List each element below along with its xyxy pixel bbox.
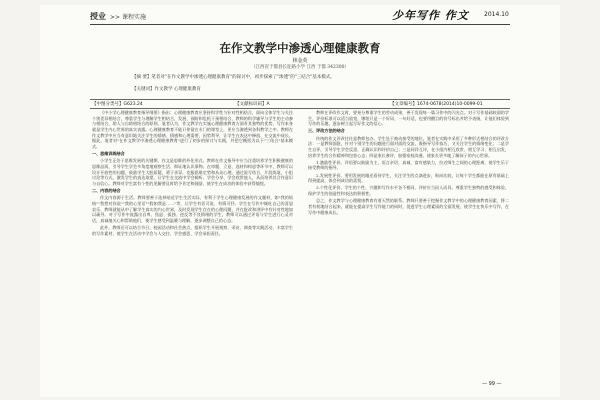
body-paragraph: 1.激励性评价。评语要以鼓励为主，语言亲切、真诚，富有感染力，拉近师生之间的心理距离，使学生乐于接受教师的指导。 [308, 159, 509, 171]
section-label: 授业 [90, 12, 106, 21]
classification-bar [90, 99, 510, 109]
body-paragraph: 3.个性化评价。学生的个性、兴趣和写作水平各不相同，评价应当因人而异，尊重学生独特的感受和体验，保护学生的创造性和表达的积极性。 [308, 185, 509, 197]
body-paragraph: 此外，教师还可以结合节日、校园活动和社会热点，组织学生开展观察、采访、调查等实践活动，丰富学生的写作素材，使学生在活动中学会与人交往、学会感恩、学会承担责任。 [92, 224, 293, 236]
body-paragraph: 《中小学心理健康教育指导纲要》指出：心理健康教育应坚持科学性与针对性相结合，面向全体学生与关注个别差异相结合，尊重学生与理解学生相结合，发展、预防和危机干预相结合，教师的科学辅导与学生的主动参与相结合，助人与自助相结合的原则。笔者认为，作文教学在实施心理健康教育方面有其独特的优势，写作本身就是学生内心世界的真实表露。心理健康教育不能只停留在专门的课堂上，更应当渗透到各科教学之中。教师在作文教学中应当有意识地关注学生的情绪、情感和心理需要，因势利导，让学生在表达中释放、在交流中成长。据此，笔者对"在作文教学中渗透心理健康教育"进行了初步的探讨与实践，并把它概括为以下"三结合"基本模式。 [92, 110, 293, 149]
body-left-column [92, 110, 293, 238]
section-heading: 二、内容的结合 [92, 188, 121, 194]
subsection-label: >> 课程实施 [110, 14, 146, 21]
section-header [90, 11, 146, 22]
doc-code: 【文献标识码】A [235, 102, 270, 107]
keywords: 【关键词】作文教学 心理健康教育 [132, 87, 201, 92]
article-title: 在作文教学中渗透心理健康教育 [219, 41, 381, 55]
section-heading: 三、评改方法的结合 [308, 128, 345, 134]
page-number: — 99 — [482, 381, 502, 387]
body-paragraph: 2.发展性评价。要用发展的眼光看待学生，关注学生的点滴进步，纵向比较，让每个学生都能在原有基础上得到提高，体会到成功的喜悦。 [308, 172, 509, 184]
body-paragraph: 教师在评改作文时，要充分尊重学生的劳动成果，善于发现每一篇习作中的闪光点。对于写作基础较弱的学生，评价标准可以适当放宽，哪怕只是一个好词、一句好话，也要用醒目的符号标出并给予表扬，让他们体验到写作的乐趣，逐步树立起写好作文的信心。 [308, 110, 509, 127]
article-number: 【文章编号】1674-0678(2014)10-0099-01 [390, 102, 483, 107]
body-paragraph: 传统的作文评改往往是教师包办，学生处于被动接受的地位。笔者在实践中采用了多种形式相结合的评改方法：一是教师面批，针对个别学生的问题进行面对面的交流，既指导写作技巧，又关注学生的情绪变化；二是学生自评，引导学生学会反思，正确认识和评价自己；三是同伴互评，在小组内相互欣赏、相互学习、相互启发，培养学生的合作精神和包容心态；四是家长参评，加强家校沟通，使家长更多地了解孩子的内心世界。 [308, 135, 509, 158]
body-paragraph: 小学生正处于思维发展的关键期，作文是思维的外化形式。教师在作文指导中应当注重培养学生积极健康的思维品质，引导学生学会多角度地观察生活、辩证地认识事物。在审题、立意、选材和构思等环节中，教师可以设计开放性的问题，鼓励学生大胆质疑、勇于求异，克服思维定势和从众心理。通过说写结合、片段练笔、小组讨论等方式，激发学生的表达欲望，让学生在交流中学会倾听、学会分享、学会欣赏他人，从而培养其合作意识与自信心。教师对学生富有个性的见解要及时给予肯定和鼓励，使学生在成功的体验中获得愉悦。 [92, 158, 293, 186]
journal-logo: 少年写作 作文 [392, 9, 469, 22]
author-affiliation: （江西省于都县长征路小学 江西 于都 342300） [251, 65, 349, 70]
body-paragraph: 总之，作文教学与心理健康教育有着天然的联系。教师只要善于挖掘作文教学中的心理健康教育因素，将二者有机地结合起来，就能在提高学生写作能力的同时，促进学生心理素质的全面发展，使学生在快乐中写作，在写作中健康成长。 [308, 198, 509, 215]
article-author: 林金英 [292, 58, 308, 64]
clc-code: 【中图分类号】G623.24 [92, 102, 143, 107]
section-heading: 一、思维训练结合 [92, 151, 125, 157]
issue-date: 2014.10 [484, 11, 509, 18]
header-rule [90, 24, 510, 25]
abstract: 【摘 要】笔者对"在作文教学中渗透心理健康教育"的探讨中，初步探索了"渗透"的"三结合"基本模式。 [132, 75, 335, 80]
body-paragraph: 作文内容源于生活。教师要善于选择贴近学生生活实际、有利于学生心理健康发展的作文题材，如"我的烦恼""我想对你说""我的心里话""假如我是……"等，让学生有话可说、有情可抒。学生在写作中倾吐自己的喜怒哀乐，教师就能从中了解学生真实的内心世界，及时发现学生存在的心理问题，并在批改和讲评中有针对性地加以疏导。对于写作中流露出自卑、焦虑、孤独、逆反等不良情绪的学生，教师可以通过评语与学生进行心灵对话，真诚地关心和帮助他们，使学生感受到温暖与理解，逐步调整自己的心态。 [92, 195, 293, 223]
body-right-column [308, 110, 509, 217]
